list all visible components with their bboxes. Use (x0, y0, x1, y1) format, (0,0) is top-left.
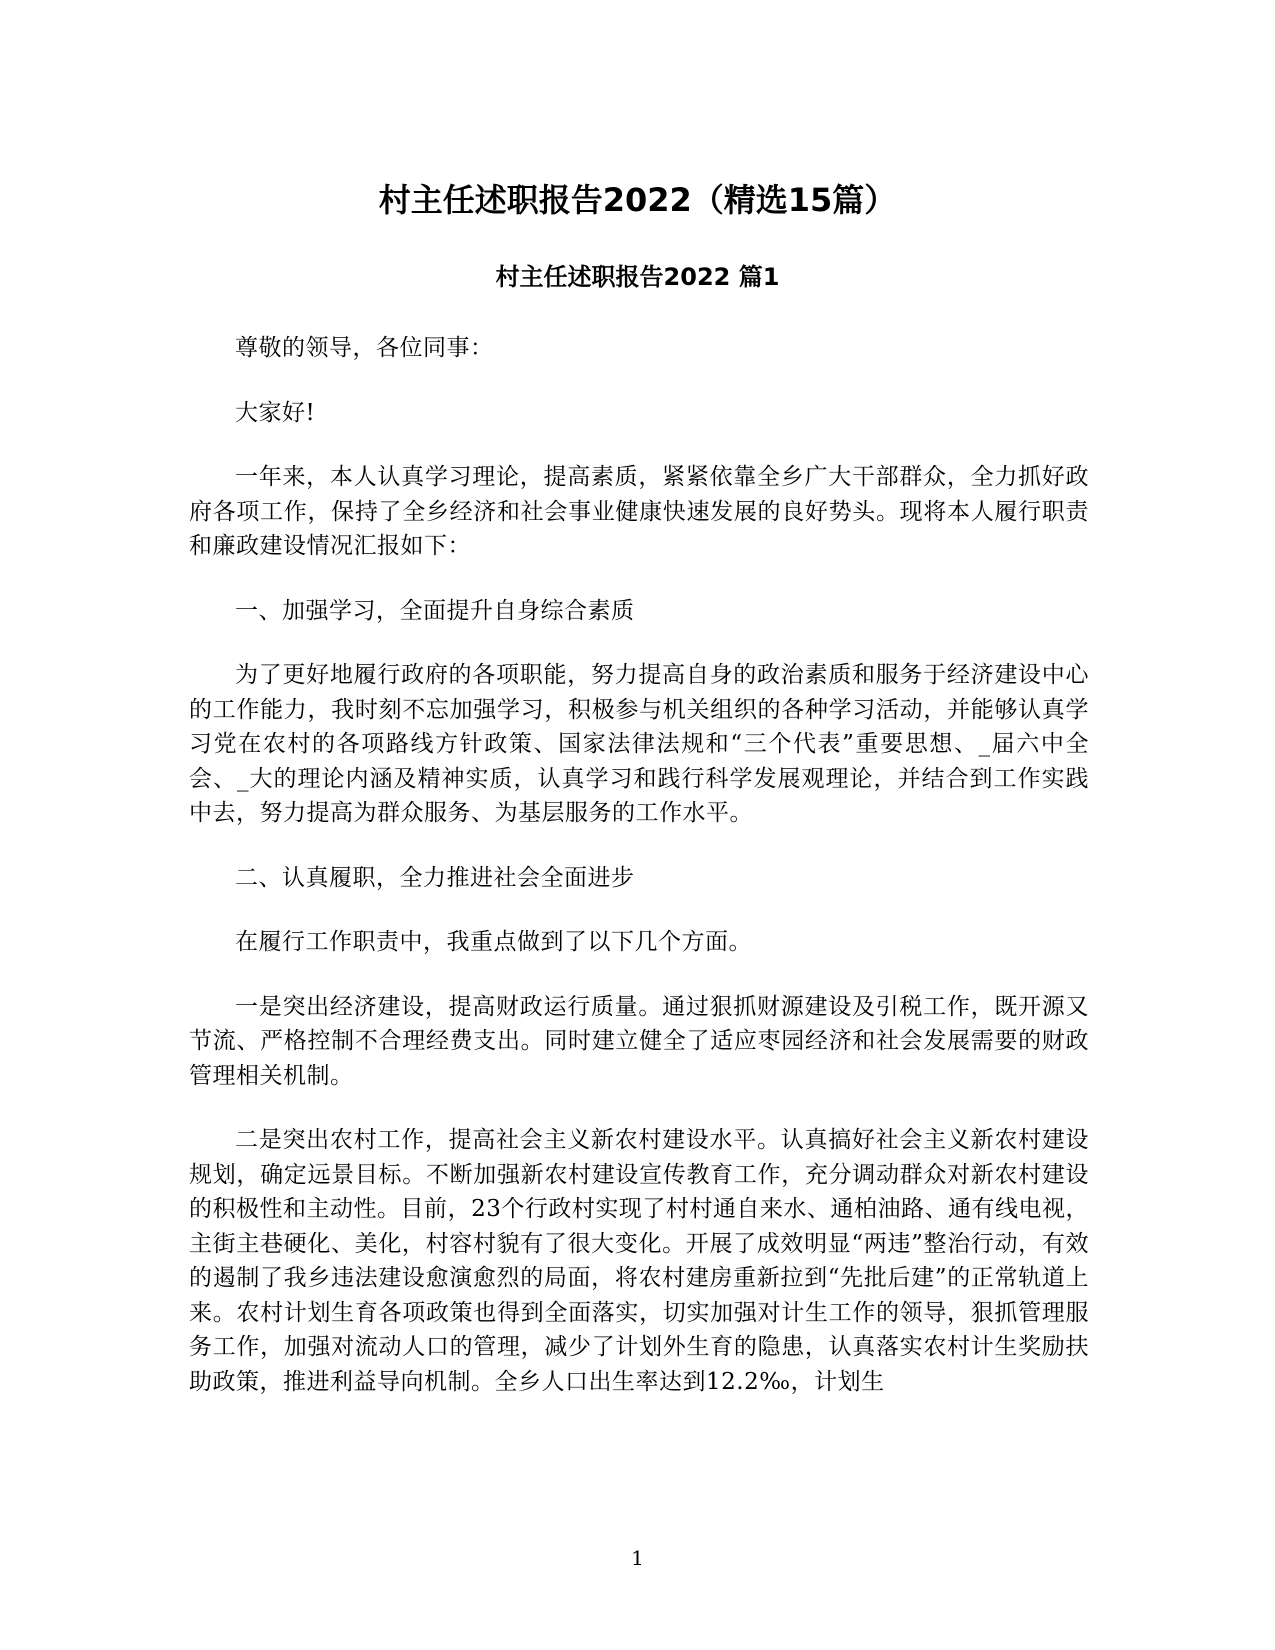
paragraph-greeting: 大家好! (235, 399, 316, 426)
paragraph-intro: 一年来，本人认真学习理论，提高素质，紧紧依靠全乡广大干部群众，全力抓好政府各项工作，保持了全乡经济和社会事业健康快速发展的良好势头。现将本人履行职责和廉政建设情况汇报如下： (189, 464, 1089, 559)
page-number: 1 (631, 1546, 644, 1570)
paragraph-heading-two: 二、认真履职，全力推进社会全面进步 (235, 864, 635, 891)
document-title: 村主任述职报告2022（精选15篇） (378, 181, 897, 219)
paragraph-duties-intro: 在履行工作职责中，我重点做到了以下几个方面。 (235, 929, 752, 955)
paragraph-rural-work: 二是突出农村工作，提高社会主义新农村建设水平。认真搞好社会主义新农村建设规划，确定远景目标。不断加强新农村建设宣传教育工作，充分调动群众对新农村建设的积极性和主动性。目前，23个行政村实现了村村通自来水、通柏油路、通有线电视，主街主巷硬化、美化，村容村貌有了很大变化。开展了成效明显“两违”整治行动，有效的遏制了我乡违法建设愈演愈烈的局面，将农村建房重新拉到“先批后建”的正常轨道上来。农村计划生育各项政策也得到全面落实，切实加强对计生工作的领导，狠抓管理服务工作，加强对流动人口的管理，减少了计划外生育的隐患，认真落实农村计生奖励扶助政策，推进利益导向机制。全乡人口出生率达到12.2‰，计划生 (189, 1127, 1089, 1395)
section-subtitle: 村主任述职报告2022 篇1 (495, 263, 780, 291)
paragraph-salutation: 尊敬的领导，各位同事： (235, 335, 494, 361)
document-body (189, 331, 1089, 1429)
paragraph-study: 为了更好地履行政府的各项职能，努力提高自身的政治素质和服务于经济建设中心的工作能力，我时刻不忘加强学习，积极参与机关组织的各种学习活动，并能够认真学习党在农村的各项路线方针政策、国家法律法规和“三个代表”重要思想、_届六中全会、_大的理论内涵及精神实质，认真学习和践行科学发展观理论，并结合到工作实践中去，努力提高为群众服务、为基层服务的工作水平。 (189, 662, 1089, 826)
paragraph-heading-one: 一、加强学习，全面提升自身综合素质 (235, 597, 635, 624)
paragraph-economy: 一是突出经济建设，提高财政运行质量。通过狠抓财源建设及引税工作，既开源又节流、严格控制不合理经费支出。同时建立健全了适应枣园经济和社会发展需要的财政管理相关机制。 (189, 993, 1089, 1089)
